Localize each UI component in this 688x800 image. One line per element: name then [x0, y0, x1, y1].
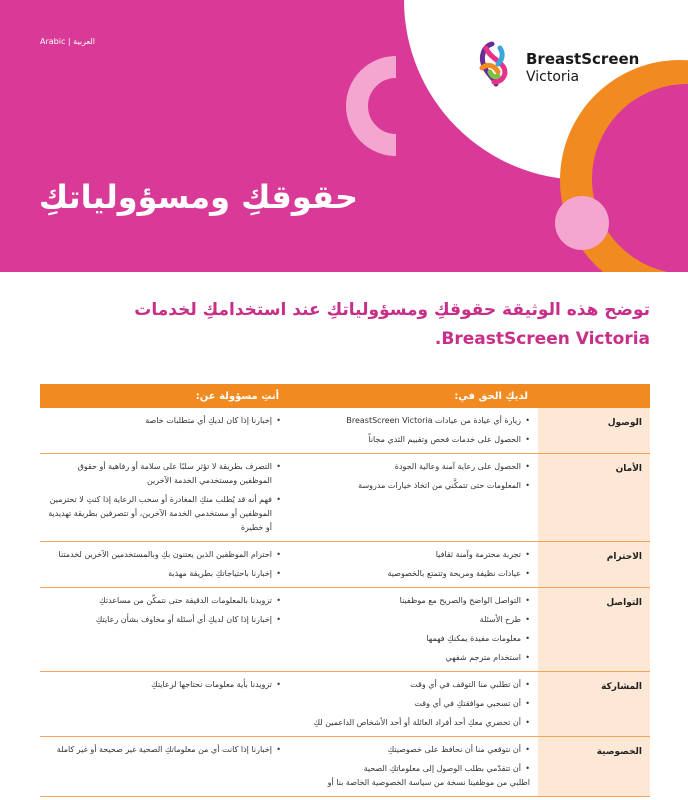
- table-row: [40, 454, 650, 542]
- category-header: [538, 384, 650, 408]
- list-item: • أن تحضري معكِ أحد أفراد العائلة أو أحد الأشخاص الداعمين لكِ: [297, 716, 530, 730]
- list-item: • أن تسحبي موافقتكِ في أي وقت: [297, 697, 530, 711]
- row-category: الوصول: [538, 408, 650, 454]
- list-item: • معلومات مفيدة يمكنكِ فهمها: [297, 632, 530, 646]
- responsibilities-cell: [40, 737, 289, 797]
- table-row: [40, 672, 650, 737]
- table-header-row: [40, 384, 650, 408]
- rights-cell: [289, 737, 538, 797]
- rights-header: لديكِ الحق في:: [289, 384, 538, 408]
- decor-pink-circle: [555, 196, 609, 250]
- list-item: • التصرف بطريقة لا تؤثر سلبًا على سلامة أو رفاهية أو حقوق الموظفين ومستخدمي الخدمة الآخرين: [48, 460, 281, 488]
- list-item: • إخبارنا إذا كان لديكِ أي أسئلة أو مخاوف بشأن رعايتكِ: [48, 613, 281, 627]
- language-label: Arabic | العربية: [40, 37, 96, 46]
- rights-cell: [289, 542, 538, 588]
- list-item: • تزويدنا بأية معلومات نحتاجها لرعايتكِ: [48, 678, 281, 692]
- responsibilities-cell: [40, 672, 289, 737]
- list-item: • احترام الموظفين الذين يعتنون بكِ وبالمستخدمين الآخرين لخدمتنا: [48, 548, 281, 562]
- list-item: • الحصول على رعاية آمنة وعالية الجودة: [297, 460, 530, 474]
- row-category: الاحترام: [538, 542, 650, 588]
- list-item: • أن تتقدّمي بطلب الوصول إلى معلوماتكِ الصحية: [297, 762, 530, 776]
- logo-mark-icon: [470, 38, 520, 88]
- responsibilities-cell: [40, 588, 289, 672]
- responsibilities-header: أنتِ مسؤولة عن:: [40, 384, 289, 408]
- list-item: • تجربة محترمة وآمنة ثقافيا: [297, 548, 530, 562]
- rights-cell: [289, 408, 538, 454]
- rights-cell: [289, 672, 538, 737]
- table-row: [40, 737, 650, 797]
- list-item: • التواصل الواضح والصريح مع موظفينا: [297, 594, 530, 608]
- list-item: • تزويدنا بالمعلومات الدقيقة حتى نتمكّن من مساعدتكِ: [48, 594, 281, 608]
- table-row: [40, 542, 650, 588]
- row-category: التواصل: [538, 588, 650, 672]
- header-banner: [0, 0, 688, 272]
- list-item: • إخبارنا إذا كان لديكِ أي متطلبات خاصة: [48, 414, 281, 428]
- responsibilities-cell: [40, 454, 289, 542]
- list-item: • الحصول على خدمات فحص وتقييم الثدي مجاناً: [297, 433, 530, 447]
- row-category: المشاركة: [538, 672, 650, 737]
- list-item: • استخدام مترجم شفهي: [297, 651, 530, 665]
- list-item: • فهم أنه قد يُطلب منكِ المغادرة أو سحب الرعاية إذا كنتِ لا تحترمين الموظفين أو مستخدمي الخدمة الآخرين، أو تتصرفين بطريقة تهديدية أو خطيرة: [48, 493, 281, 535]
- intro-text: توضح هذه الوثيقة حقوقكِ ومسؤولياتكِ عند استخدامكِ لخدمات BreastScreen Victoria.: [134, 300, 650, 349]
- list-item: • إخبارنا إذا كانت أي من معلوماتكِ الصحية غير صحيحة أو غير كاملة: [48, 743, 281, 757]
- row-category: الخصوصية: [538, 737, 650, 797]
- responsibilities-cell: [40, 408, 289, 454]
- logo-text-secondary: Victoria: [526, 69, 580, 85]
- list-item: • طرح الأسئلة: [297, 613, 530, 627]
- list-item: • زيارة أي عيادة من عيادات BreastScreen Victoria: [297, 414, 530, 428]
- list-item: • أن نتوقعي منا أن نحافظ على خصوصيتكِ: [297, 743, 530, 757]
- row-category: الأمان: [538, 454, 650, 542]
- responsibilities-cell: [40, 542, 289, 588]
- rights-trailing-text: اطلبي من موظفينا نسخة من سياسة الخصوصية الخاصة بنا أو: [327, 778, 530, 787]
- rights-cell: [289, 588, 538, 672]
- page-title: حقوقكِ ومسؤولياتكِ: [38, 178, 358, 216]
- rights-cell: [289, 454, 538, 542]
- list-item: • المعلومات حتى تتمكَّني من اتخاذ خيارات مدروسة: [297, 479, 530, 493]
- list-item: • أن تطلبي منا التوقف في أي وقت: [297, 678, 530, 692]
- list-item: • عيادات نظيفة ومريحة وتتمتع بالخصوصية: [297, 567, 530, 581]
- list-item: • إخبارنا باحتياجاتكِ بطريقة مهذبة: [48, 567, 281, 581]
- logo-text-primary: BreastScreen: [526, 50, 640, 68]
- rights-table: [40, 384, 650, 797]
- table-row: [40, 408, 650, 454]
- breastscreen-logo: [470, 38, 660, 98]
- table-row: [40, 588, 650, 672]
